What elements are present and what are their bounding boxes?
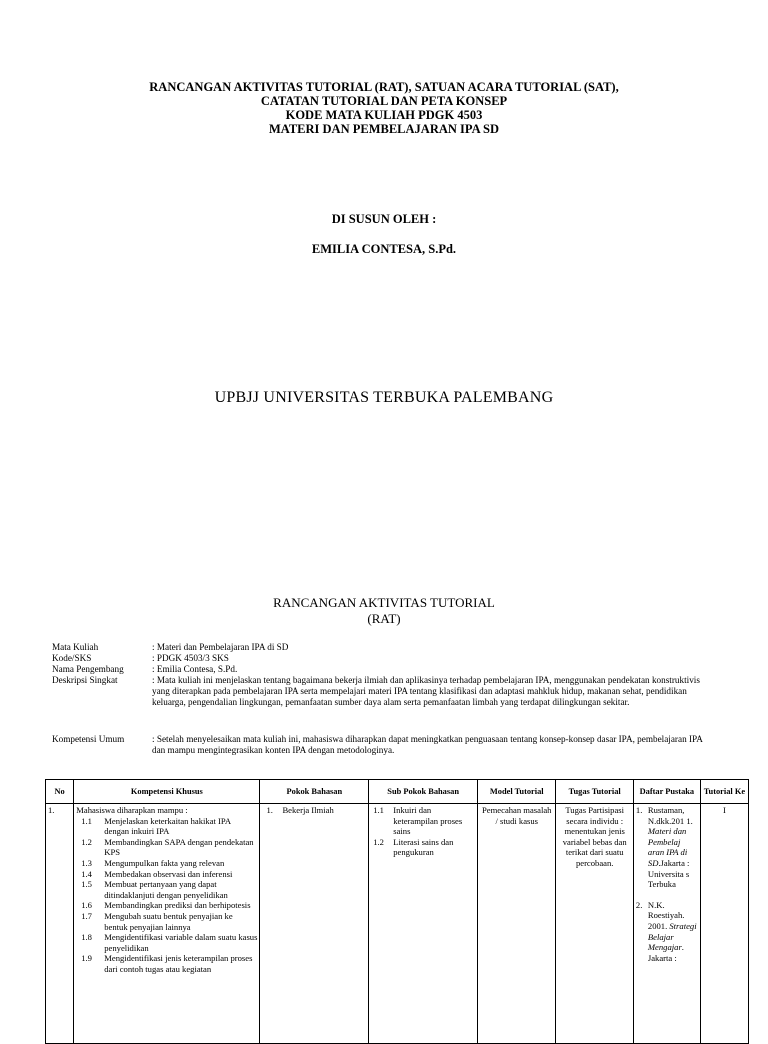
item-text: Mengubah suatu bentuk penyajian ke bentuk penyajian lainnya <box>104 910 233 932</box>
item-number: 1. <box>635 805 643 815</box>
meta-deskripsi-label: Deskripsi Singkat <box>52 675 118 685</box>
list-item <box>76 953 257 974</box>
item-number: 1.2 <box>81 836 92 847</box>
list-item <box>76 879 257 900</box>
item-number: 1.3 <box>81 857 92 868</box>
rat-subtitle: (RAT) <box>367 611 401 626</box>
title-line-4: MATERI DAN PEMBELAJARAN IPA SD <box>268 122 500 136</box>
cell-sub-pokok-bahasan <box>369 804 478 1044</box>
rat-table <box>45 779 749 1044</box>
header-kompetensi-khusus: Kompetensi Khusus <box>74 780 260 804</box>
header-tugas-tutorial: Tugas Tutorial <box>556 780 633 804</box>
item-number: 1.2 <box>373 836 384 847</box>
item-number: 1.6 <box>81 900 92 911</box>
list-item <box>76 858 257 869</box>
prepared-by-label: DI SUSUN OLEH : <box>331 212 437 226</box>
item-number: 1. <box>266 805 273 815</box>
item-text: Mengumpulkan fakta yang relevan <box>104 857 225 868</box>
item-text: Bekerja Ilmiah <box>282 805 334 815</box>
cell-kompetensi-khusus <box>74 804 260 1044</box>
meta-deskripsi-value: : Mata kuliah ini menjelaskan tentang bagaimana bekerja ilmiah dan aplikasinya terhadap pembelajaran IPA, menggunakan pendekatan konstruktivis yang diterapkan pada pembelajaran IPA serta mempelajari materi IPA tentang klasifikasi dan adaptasi mahkluk hidup, makanan sehat, pendidikan keluarga, pengendalian lingkungan, pemanfaatan sumber daya alam serta pemanfaatan limbah yang terdapat dilingkungan sekitar. <box>152 675 700 707</box>
item-number: 1.1 <box>81 815 92 826</box>
author-name: EMILIA CONTESA, S.Pd. <box>311 242 457 256</box>
meta-pengembang-value: : Emilia Contesa, S.Pd. <box>152 664 238 674</box>
title-line-2: CATATAN TUTORIAL DAN PETA KONSEP <box>260 94 508 108</box>
item-text: Inkuiri dan keterampilan proses sains <box>393 805 463 837</box>
list-item <box>262 805 366 816</box>
list-item <box>636 805 698 890</box>
list-item <box>76 900 257 911</box>
meta-kode-value: : PDGK 4503/3 SKS <box>152 653 229 663</box>
ref-publisher: . Jakarta : <box>647 942 684 963</box>
cell-tugas-tutorial: Tugas Partisipasi secara individu : menentukan jenis variabel bebas dan terikat dari suatu percobaan. <box>556 804 633 1044</box>
meta-kompetensi-value: : Setelah menyelesaikan mata kuliah ini, mahasiswa diharapkan dapat meningkatkan penguasaan tentang konsep-konsep dasar IPA, pembelajaran IPA dan mampu mengintegrasikan konten IPA dengan metodologinya. <box>152 734 703 755</box>
list-item <box>76 837 257 858</box>
list-item <box>76 911 257 932</box>
item-text <box>648 900 698 964</box>
item-number: 1.4 <box>81 868 92 879</box>
rat-heading <box>0 595 768 627</box>
item-number: 2. <box>635 899 643 910</box>
item-text: Membandingkan prediksi dan berhipotesis <box>104 900 251 911</box>
ref-author: Rustaman, N.dkk.201 1. <box>647 805 693 826</box>
cell-no: 1. <box>46 804 74 1044</box>
institution-name: UPBJJ UNIVERSITAS TERBUKA PALEMBANG <box>214 389 554 406</box>
table-row <box>46 804 749 1044</box>
cell-tutorial-ke: I <box>700 804 748 1044</box>
ref-title: Strategi Belajar Mengajar <box>647 920 697 953</box>
header-pokok-bahasan: Pokok Bahasan <box>260 780 369 804</box>
item-text: Membandingkan SAPA dengan pendekatan KPS <box>104 836 254 858</box>
meta-mata-kuliah-label: Mata Kuliah <box>52 642 99 652</box>
ref-publisher: .Jakarta : Universita s Terbuka <box>647 857 690 890</box>
cell-daftar-pustaka <box>633 804 700 1044</box>
list-item <box>76 932 257 953</box>
list-item <box>76 869 257 880</box>
header-sub-pokok-bahasan: Sub Pokok Bahasan <box>369 780 478 804</box>
item-number: 1.7 <box>81 910 92 921</box>
meta-kompetensi-label: Kompetensi Umum <box>52 734 125 744</box>
list-item <box>371 805 475 837</box>
item-text: Mengidentifikasi jenis keterampilan proses dari contoh tugas atau kegiatan <box>104 953 253 974</box>
header-model-tutorial: Model Tutorial <box>478 780 556 804</box>
list-item <box>76 816 257 837</box>
item-number: 1.9 <box>81 953 92 964</box>
rat-title: RANCANGAN AKTIVITAS TUTORIAL <box>273 595 495 610</box>
list-item <box>636 900 698 964</box>
item-text: Membedakan observasi dan inferensi <box>104 868 233 879</box>
cell-pokok-bahasan <box>260 804 369 1044</box>
title-line-3: KODE MATA KULIAH PDGK 4503 <box>285 108 483 122</box>
ref-title: Materi dan Pembelaj aran IPA di SD <box>647 826 688 868</box>
item-text <box>648 805 698 890</box>
header-daftar-pustaka: Daftar Pustaka <box>633 780 700 804</box>
header-no: No <box>46 780 74 804</box>
meta-pengembang-label: Nama Pengembang <box>52 664 124 674</box>
meta-mata-kuliah-value: : Materi dan Pembelajaran IPA di SD <box>152 642 289 652</box>
item-number: 1.1 <box>373 805 384 815</box>
header-tutorial-ke: Tutorial Ke <box>700 780 748 804</box>
list-item <box>371 837 475 858</box>
kompetensi-intro: Mahasiswa diharapkan mampu : <box>76 805 188 815</box>
item-text: Membuat pertanyaan yang dapat ditindaklanjuti dengan penyelidikan <box>104 879 228 900</box>
item-number: 1.5 <box>81 879 92 890</box>
title-line-1: RANCANGAN AKTIVITAS TUTORIAL (RAT), SATUAN ACARA TUTORIAL (SAT), <box>149 80 619 94</box>
item-text: Menjelaskan keterkaitan hakikat IPA dengan inkuiri IPA <box>104 815 231 837</box>
meta-kode-label: Kode/SKS <box>52 653 92 663</box>
ref-author: N.K. Roestiyah. 2001. <box>647 899 685 931</box>
item-text: Literasi sains dan pengukuran <box>393 836 454 858</box>
table-header-row <box>46 780 749 804</box>
cell-model-tutorial: Pemecahan masalah / studi kasus <box>478 804 556 1044</box>
item-text: Mengidentifikasi variable dalam suatu kasus penyelidikan <box>104 932 258 953</box>
document-title <box>0 80 768 136</box>
item-number: 1.8 <box>81 932 92 943</box>
